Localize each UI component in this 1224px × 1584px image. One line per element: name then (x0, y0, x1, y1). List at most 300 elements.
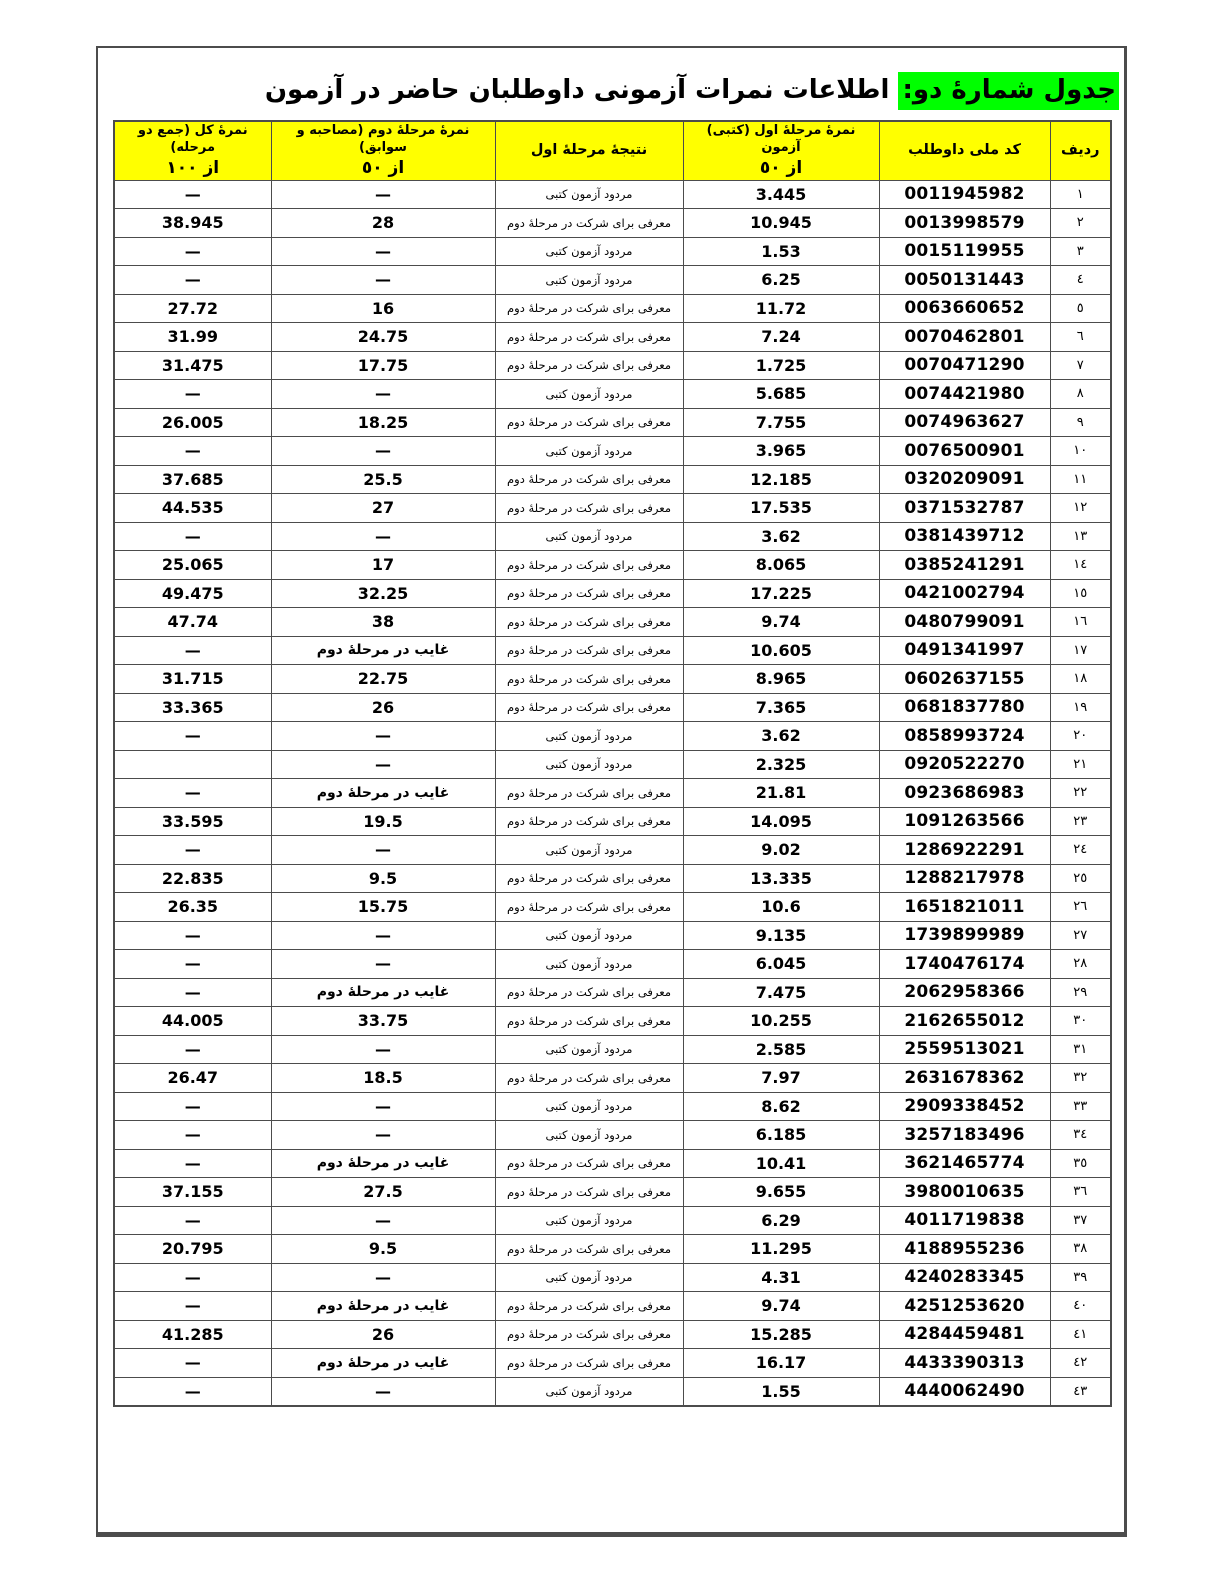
stage1-result-cell: معرفی برای شرکت در مرحلۀ دوم (495, 665, 683, 694)
stage1-result-cell: مردود آزمون کتبی (495, 950, 683, 979)
stage1-score-cell: 2.585 (683, 1035, 879, 1064)
national-id-cell: 2162655012 (879, 1007, 1050, 1036)
stage1-score-cell: 1.55 (683, 1377, 879, 1406)
national-id-cell: 0070471290 (879, 351, 1050, 380)
stage2-score-cell: 16 (271, 294, 495, 323)
stage2-score-cell: 18.5 (271, 1064, 495, 1093)
table-row (114, 294, 1111, 323)
document-title (98, 72, 1119, 110)
stage1-result-cell: مردود آزمون کتبی (495, 437, 683, 466)
national-id-cell: 1286922291 (879, 836, 1050, 865)
national-id-cell: 0050131443 (879, 266, 1050, 295)
table-row (114, 1292, 1111, 1321)
row-number-cell: ٣٣ (1050, 1092, 1111, 1121)
total-score-cell: — (114, 1349, 271, 1378)
stage1-result-cell: معرفی برای شرکت در مرحلۀ دوم (495, 408, 683, 437)
stage1-result-cell: مردود آزمون کتبی (495, 1035, 683, 1064)
total-score-cell: — (114, 1206, 271, 1235)
table-row (114, 1377, 1111, 1406)
total-score-cell: — (114, 180, 271, 209)
total-score-cell: 25.065 (114, 551, 271, 580)
stage1-result-cell: معرفی برای شرکت در مرحلۀ دوم (495, 608, 683, 637)
stage1-result-cell: معرفی برای شرکت در مرحلۀ دوم (495, 1178, 683, 1207)
table-row (114, 722, 1111, 751)
table-row (114, 807, 1111, 836)
row-number-cell: ١٨ (1050, 665, 1111, 694)
table-row (114, 779, 1111, 808)
stage1-score-cell: 8.965 (683, 665, 879, 694)
stage1-score-cell: 11.295 (683, 1235, 879, 1264)
stage2-score-cell: — (271, 266, 495, 295)
national-id-cell: 4251253620 (879, 1292, 1050, 1321)
stage1-result-cell: معرفی برای شرکت در مرحلۀ دوم (495, 1064, 683, 1093)
national-id-cell: 1739899989 (879, 921, 1050, 950)
national-id-cell: 0858993724 (879, 722, 1050, 751)
national-id-cell: 0480799091 (879, 608, 1050, 637)
table-row (114, 636, 1111, 665)
table-row (114, 1178, 1111, 1207)
stage1-result-cell: معرفی برای شرکت در مرحلۀ دوم (495, 779, 683, 808)
stage1-score-cell: 1.725 (683, 351, 879, 380)
national-id-cell: 4433390313 (879, 1349, 1050, 1378)
total-score-cell: 22.835 (114, 864, 271, 893)
national-id-cell: 1091263566 (879, 807, 1050, 836)
table-row (114, 950, 1111, 979)
row-number-cell: ١٠ (1050, 437, 1111, 466)
stage1-result-cell: معرفی برای شرکت در مرحلۀ دوم (495, 494, 683, 523)
stage1-score-cell: 10.945 (683, 209, 879, 238)
national-id-cell: 0421002794 (879, 579, 1050, 608)
row-number-cell: ١٦ (1050, 608, 1111, 637)
total-score-cell: — (114, 1149, 271, 1178)
stage1-score-cell: 6.29 (683, 1206, 879, 1235)
stage1-result-cell: معرفی برای شرکت در مرحلۀ دوم (495, 209, 683, 238)
total-score-cell (114, 750, 271, 779)
stage1-score-cell: 9.74 (683, 608, 879, 637)
table-row (114, 180, 1111, 209)
table-row (114, 209, 1111, 238)
title-text: اطلاعات نمرات آزمونی داوطلبان حاضر در آزمون (264, 75, 899, 105)
national-id-cell: 3621465774 (879, 1149, 1050, 1178)
national-id-cell: 0491341997 (879, 636, 1050, 665)
national-id-cell: 0381439712 (879, 522, 1050, 551)
row-number-cell: ٤٢ (1050, 1349, 1111, 1378)
stage2-score-cell: 9.5 (271, 1235, 495, 1264)
stage2-score-cell: 28 (271, 209, 495, 238)
stage2-score-cell: — (271, 1206, 495, 1235)
stage1-score-cell: 8.065 (683, 551, 879, 580)
row-number-cell: ٥ (1050, 294, 1111, 323)
stage2-score-cell: 33.75 (271, 1007, 495, 1036)
header-row-number: ردیف (1050, 121, 1111, 181)
row-number-cell: ٢٦ (1050, 893, 1111, 922)
stage1-score-cell: 10.605 (683, 636, 879, 665)
stage2-score-cell: — (271, 1092, 495, 1121)
table-row (114, 750, 1111, 779)
total-score-cell: 44.535 (114, 494, 271, 523)
stage1-score-cell: 8.62 (683, 1092, 879, 1121)
table-row (114, 351, 1111, 380)
stage1-result-cell: مردود آزمون کتبی (495, 836, 683, 865)
stage2-score-cell: — (271, 750, 495, 779)
stage1-result-cell: مردود آزمون کتبی (495, 522, 683, 551)
total-score-cell: — (114, 1292, 271, 1321)
stage1-result-cell: مردود آزمون کتبی (495, 1263, 683, 1292)
national-id-cell: 1651821011 (879, 893, 1050, 922)
total-score-cell: — (114, 836, 271, 865)
stage2-score-cell: — (271, 1035, 495, 1064)
stage1-result-cell: معرفی برای شرکت در مرحلۀ دوم (495, 1349, 683, 1378)
total-score-cell: — (114, 266, 271, 295)
header-row (114, 121, 1111, 181)
stage1-result-cell: معرفی برای شرکت در مرحلۀ دوم (495, 893, 683, 922)
stage2-score-cell: 27.5 (271, 1178, 495, 1207)
table-row (114, 237, 1111, 266)
stage2-score-cell: 22.75 (271, 665, 495, 694)
header-stage1-score: نمرۀ مرحلۀ اول (کتبی) آزمون از ٥٠ (683, 121, 879, 181)
row-number-cell: ٢٧ (1050, 921, 1111, 950)
stage2-score-cell: 9.5 (271, 864, 495, 893)
stage1-result-cell: معرفی برای شرکت در مرحلۀ دوم (495, 1292, 683, 1321)
stage1-result-cell: مردود آزمون کتبی (495, 237, 683, 266)
table-row (114, 1235, 1111, 1264)
national-id-cell: 0074963627 (879, 408, 1050, 437)
stage2-score-cell: 24.75 (271, 323, 495, 352)
national-id-cell: 0011945982 (879, 180, 1050, 209)
total-score-cell: 26.35 (114, 893, 271, 922)
row-number-cell: ٢٢ (1050, 779, 1111, 808)
national-id-cell: 0920522270 (879, 750, 1050, 779)
stage1-score-cell: 5.685 (683, 380, 879, 409)
stage1-result-cell: مردود آزمون کتبی (495, 380, 683, 409)
stage1-score-cell: 3.965 (683, 437, 879, 466)
row-number-cell: ٣١ (1050, 1035, 1111, 1064)
stage1-score-cell: 3.62 (683, 522, 879, 551)
row-number-cell: ٣٨ (1050, 1235, 1111, 1264)
total-score-cell: 49.475 (114, 579, 271, 608)
total-score-cell: — (114, 921, 271, 950)
stage2-score-cell: غایب در مرحلۀ دوم (271, 636, 495, 665)
total-score-cell: — (114, 1263, 271, 1292)
stage2-score-cell: 18.25 (271, 408, 495, 437)
total-score-cell: 31.99 (114, 323, 271, 352)
stage1-result-cell: مردود آزمون کتبی (495, 722, 683, 751)
stage1-result-cell: معرفی برای شرکت در مرحلۀ دوم (495, 323, 683, 352)
table-row (114, 1149, 1111, 1178)
total-score-cell: — (114, 522, 271, 551)
national-id-cell: 0015119955 (879, 237, 1050, 266)
stage1-score-cell: 2.325 (683, 750, 879, 779)
total-score-cell: 37.685 (114, 465, 271, 494)
stage1-score-cell: 7.755 (683, 408, 879, 437)
total-score-cell: — (114, 1035, 271, 1064)
row-number-cell: ١٢ (1050, 494, 1111, 523)
stage1-score-cell: 9.135 (683, 921, 879, 950)
national-id-cell: 4240283345 (879, 1263, 1050, 1292)
stage2-score-cell: — (271, 380, 495, 409)
national-id-cell: 3980010635 (879, 1178, 1050, 1207)
national-id-cell: 4188955236 (879, 1235, 1050, 1264)
stage1-result-cell: معرفی برای شرکت در مرحلۀ دوم (495, 465, 683, 494)
total-score-cell: 44.005 (114, 1007, 271, 1036)
stage1-score-cell: 21.81 (683, 779, 879, 808)
stage1-result-cell: مردود آزمون کتبی (495, 180, 683, 209)
row-number-cell: ٦ (1050, 323, 1111, 352)
stage1-score-cell: 6.045 (683, 950, 879, 979)
stage1-score-cell: 6.25 (683, 266, 879, 295)
stage1-result-cell: معرفی برای شرکت در مرحلۀ دوم (495, 579, 683, 608)
stage2-score-cell: 38 (271, 608, 495, 637)
stage1-score-cell: 7.24 (683, 323, 879, 352)
national-id-cell: 4011719838 (879, 1206, 1050, 1235)
row-number-cell: ٣٢ (1050, 1064, 1111, 1093)
table-body (114, 180, 1111, 1406)
row-number-cell: ٢٣ (1050, 807, 1111, 836)
header-stage1-result: نتیجۀ مرحلۀ اول (495, 121, 683, 181)
stage1-score-cell: 17.535 (683, 494, 879, 523)
table-row (114, 693, 1111, 722)
table-row (114, 1263, 1111, 1292)
stage2-score-cell: — (271, 921, 495, 950)
table-row (114, 893, 1111, 922)
national-id-cell: 2559513021 (879, 1035, 1050, 1064)
table-row (114, 1320, 1111, 1349)
stage1-score-cell: 7.365 (683, 693, 879, 722)
stage1-score-cell: 14.095 (683, 807, 879, 836)
total-score-cell: 37.155 (114, 1178, 271, 1207)
table-row (114, 465, 1111, 494)
row-number-cell: ٢٥ (1050, 864, 1111, 893)
national-id-cell: 4284459481 (879, 1320, 1050, 1349)
total-score-cell: — (114, 722, 271, 751)
stage2-score-cell: 32.25 (271, 579, 495, 608)
page-frame (96, 46, 1127, 1537)
row-number-cell: ٢٤ (1050, 836, 1111, 865)
row-number-cell: ١ (1050, 180, 1111, 209)
stage1-score-cell: 10.255 (683, 1007, 879, 1036)
stage1-score-cell: 7.475 (683, 978, 879, 1007)
stage1-score-cell: 3.445 (683, 180, 879, 209)
table-row (114, 522, 1111, 551)
stage1-score-cell: 10.6 (683, 893, 879, 922)
stage2-score-cell: — (271, 1121, 495, 1150)
row-number-cell: ١٥ (1050, 579, 1111, 608)
stage1-score-cell: 17.225 (683, 579, 879, 608)
stage2-score-cell: — (271, 836, 495, 865)
row-number-cell: ٢٩ (1050, 978, 1111, 1007)
row-number-cell: ١٩ (1050, 693, 1111, 722)
stage1-score-cell: 16.17 (683, 1349, 879, 1378)
stage1-score-cell: 9.02 (683, 836, 879, 865)
table-row (114, 836, 1111, 865)
national-id-cell: 0076500901 (879, 437, 1050, 466)
table-row (114, 1121, 1111, 1150)
row-number-cell: ٣٦ (1050, 1178, 1111, 1207)
total-score-cell: — (114, 1121, 271, 1150)
stage1-score-cell: 9.74 (683, 1292, 879, 1321)
stage1-result-cell: معرفی برای شرکت در مرحلۀ دوم (495, 978, 683, 1007)
table-row (114, 1092, 1111, 1121)
national-id-cell: 2631678362 (879, 1064, 1050, 1093)
total-score-cell: — (114, 1092, 271, 1121)
stage1-result-cell: مردود آزمون کتبی (495, 1377, 683, 1406)
stage1-score-cell: 11.72 (683, 294, 879, 323)
row-number-cell: ١٧ (1050, 636, 1111, 665)
row-number-cell: ٢٨ (1050, 950, 1111, 979)
table-row (114, 380, 1111, 409)
stage1-result-cell: مردود آزمون کتبی (495, 266, 683, 295)
national-id-cell: 4440062490 (879, 1377, 1050, 1406)
row-number-cell: ٧ (1050, 351, 1111, 380)
stage1-result-cell: مردود آزمون کتبی (495, 921, 683, 950)
row-number-cell: ٢٠ (1050, 722, 1111, 751)
total-score-cell: 33.595 (114, 807, 271, 836)
stage2-score-cell: غایب در مرحلۀ دوم (271, 978, 495, 1007)
stage1-result-cell: معرفی برای شرکت در مرحلۀ دوم (495, 1235, 683, 1264)
national-id-cell: 0013998579 (879, 209, 1050, 238)
stage2-score-cell: 17 (271, 551, 495, 580)
scores-table (113, 120, 1112, 1407)
row-number-cell: ١٤ (1050, 551, 1111, 580)
national-id-cell: 0070462801 (879, 323, 1050, 352)
table-row (114, 978, 1111, 1007)
table-row (114, 864, 1111, 893)
stage2-score-cell: 27 (271, 494, 495, 523)
row-number-cell: ٣٥ (1050, 1149, 1111, 1178)
title-highlight: جدول شمارۀ دو: (898, 72, 1119, 110)
total-score-cell: — (114, 950, 271, 979)
stage1-result-cell: معرفی برای شرکت در مرحلۀ دوم (495, 294, 683, 323)
table-row (114, 579, 1111, 608)
stage1-score-cell: 9.655 (683, 1178, 879, 1207)
stage1-score-cell: 10.41 (683, 1149, 879, 1178)
stage2-score-cell: غایب در مرحلۀ دوم (271, 779, 495, 808)
total-score-cell: — (114, 1377, 271, 1406)
stage1-result-cell: معرفی برای شرکت در مرحلۀ دوم (495, 551, 683, 580)
table-row (114, 1206, 1111, 1235)
table-row (114, 1349, 1111, 1378)
total-score-cell: 31.475 (114, 351, 271, 380)
table-row (114, 1064, 1111, 1093)
stage1-result-cell: معرفی برای شرکت در مرحلۀ دوم (495, 864, 683, 893)
stage1-score-cell: 6.185 (683, 1121, 879, 1150)
total-score-cell: 47.74 (114, 608, 271, 637)
row-number-cell: ٤ (1050, 266, 1111, 295)
stage2-score-cell: غایب در مرحلۀ دوم (271, 1292, 495, 1321)
table-row (114, 437, 1111, 466)
row-number-cell: ٢ (1050, 209, 1111, 238)
row-number-cell: ١٣ (1050, 522, 1111, 551)
stage1-score-cell: 12.185 (683, 465, 879, 494)
table-row (114, 665, 1111, 694)
table-row (114, 921, 1111, 950)
stage1-result-cell: معرفی برای شرکت در مرحلۀ دوم (495, 1320, 683, 1349)
table-row (114, 551, 1111, 580)
stage1-score-cell: 15.285 (683, 1320, 879, 1349)
stage2-score-cell: غایب در مرحلۀ دوم (271, 1349, 495, 1378)
total-score-cell: 41.285 (114, 1320, 271, 1349)
stage2-score-cell: — (271, 180, 495, 209)
stage2-score-cell: 25.5 (271, 465, 495, 494)
stage1-result-cell: معرفی برای شرکت در مرحلۀ دوم (495, 636, 683, 665)
row-number-cell: ٣٠ (1050, 1007, 1111, 1036)
stage2-score-cell: — (271, 1377, 495, 1406)
row-number-cell: ٤٠ (1050, 1292, 1111, 1321)
total-score-cell: 20.795 (114, 1235, 271, 1264)
stage2-score-cell: — (271, 437, 495, 466)
total-score-cell: — (114, 779, 271, 808)
row-number-cell: ٤١ (1050, 1320, 1111, 1349)
stage2-score-cell: 26 (271, 693, 495, 722)
total-score-cell: 26.005 (114, 408, 271, 437)
national-id-cell: 0385241291 (879, 551, 1050, 580)
table-row (114, 1007, 1111, 1036)
stage1-result-cell: مردود آزمون کتبی (495, 1206, 683, 1235)
national-id-cell: 0074421980 (879, 380, 1050, 409)
stage1-result-cell: مردود آزمون کتبی (495, 1121, 683, 1150)
total-score-cell: — (114, 978, 271, 1007)
row-number-cell: ٢١ (1050, 750, 1111, 779)
national-id-cell: 1740476174 (879, 950, 1050, 979)
stage2-score-cell: — (271, 950, 495, 979)
stage2-score-cell: 15.75 (271, 893, 495, 922)
stage1-score-cell: 7.97 (683, 1064, 879, 1093)
national-id-cell: 0063660652 (879, 294, 1050, 323)
total-score-cell: 27.72 (114, 294, 271, 323)
row-number-cell: ٨ (1050, 380, 1111, 409)
row-number-cell: ٣ (1050, 237, 1111, 266)
total-score-cell: 31.715 (114, 665, 271, 694)
stage1-result-cell: مردود آزمون کتبی (495, 1092, 683, 1121)
row-number-cell: ٤٣ (1050, 1377, 1111, 1406)
stage2-score-cell: غایب در مرحلۀ دوم (271, 1149, 495, 1178)
table-row (114, 408, 1111, 437)
stage1-score-cell: 4.31 (683, 1263, 879, 1292)
total-score-cell: 26.47 (114, 1064, 271, 1093)
stage2-score-cell: 17.75 (271, 351, 495, 380)
table-row (114, 494, 1111, 523)
stage1-result-cell: معرفی برای شرکت در مرحلۀ دوم (495, 351, 683, 380)
row-number-cell: ٣٩ (1050, 1263, 1111, 1292)
total-score-cell: — (114, 636, 271, 665)
national-id-cell: 2909338452 (879, 1092, 1050, 1121)
national-id-cell: 0320209091 (879, 465, 1050, 494)
stage1-result-cell: مردود آزمون کتبی (495, 750, 683, 779)
stage2-score-cell: — (271, 722, 495, 751)
stage1-score-cell: 3.62 (683, 722, 879, 751)
row-number-cell: ١١ (1050, 465, 1111, 494)
stage2-score-cell: 26 (271, 1320, 495, 1349)
national-id-cell: 2062958366 (879, 978, 1050, 1007)
row-number-cell: ٣٧ (1050, 1206, 1111, 1235)
stage1-result-cell: معرفی برای شرکت در مرحلۀ دوم (495, 1149, 683, 1178)
total-score-cell: 33.365 (114, 693, 271, 722)
national-id-cell: 3257183496 (879, 1121, 1050, 1150)
table-row (114, 608, 1111, 637)
header-total-score: نمرۀ کل (جمع دو مرحله) از ١٠٠ (114, 121, 271, 181)
stage2-score-cell: — (271, 522, 495, 551)
national-id-cell: 0371532787 (879, 494, 1050, 523)
stage1-result-cell: معرفی برای شرکت در مرحلۀ دوم (495, 693, 683, 722)
row-number-cell: ٩ (1050, 408, 1111, 437)
stage1-score-cell: 1.53 (683, 237, 879, 266)
stage1-score-cell: 13.335 (683, 864, 879, 893)
total-score-cell: — (114, 380, 271, 409)
header-national-id: کد ملی داوطلب (879, 121, 1050, 181)
national-id-cell: 0681837780 (879, 693, 1050, 722)
national-id-cell: 0923686983 (879, 779, 1050, 808)
stage2-score-cell: 19.5 (271, 807, 495, 836)
